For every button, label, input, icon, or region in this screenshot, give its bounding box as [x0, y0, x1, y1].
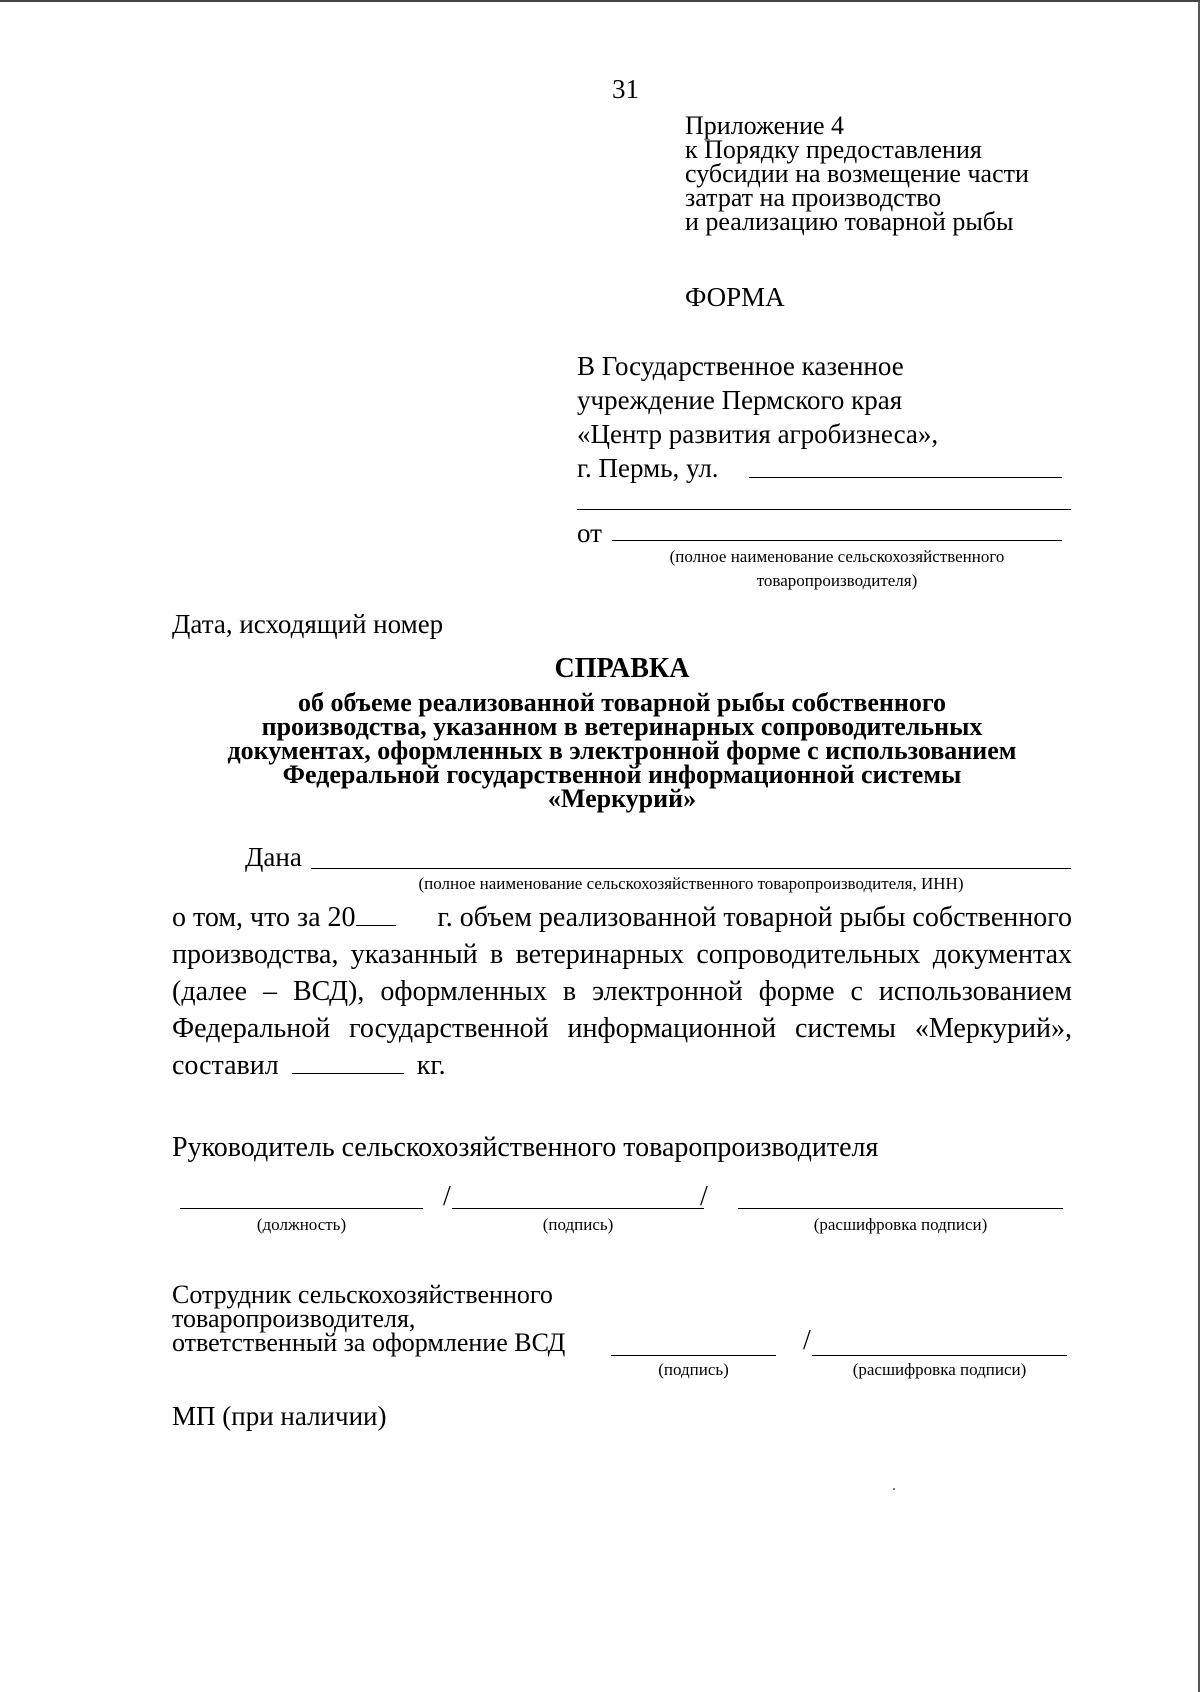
employee-signature-blank-line [611, 1355, 776, 1356]
given-blank-line [311, 868, 1071, 869]
year-blank [356, 903, 396, 926]
body-line-2: производства, указанный в ветеринарных сопроводительных документах [172, 939, 1072, 970]
caption-position: (должность) [256, 1215, 347, 1234]
given-label: Дана [245, 842, 302, 872]
from-blank-line [612, 540, 1062, 541]
appendix-line: субсидии на возмещение части [685, 159, 1029, 188]
appendix-line: и реализацию товарной рыбы [685, 207, 1014, 236]
body-text: г. объем реализованной товарной рыбы собственного [437, 902, 1072, 933]
appendix-line: к Порядку предоставления [685, 135, 982, 164]
body-text: составил [172, 1050, 279, 1081]
employee-line: ответственный за оформление ВСД [172, 1328, 566, 1357]
subtitle-line: производства, указанном в ветеринарных сопроводительных [261, 712, 983, 741]
slash: / [700, 1181, 708, 1212]
body-line-4: Федеральной государственной информационной системы «Меркурий», [172, 1013, 1072, 1044]
form-label: ФОРМА [685, 282, 785, 312]
body-text: о том, что за 20 [172, 902, 356, 933]
decoding-blank-line [738, 1208, 1063, 1209]
subtitle-line: документах, оформленных в электронной форме с использованием [227, 736, 1017, 765]
caption-signature: (подпись) [542, 1215, 614, 1234]
caption-decoding: (расшифровка подписи) [852, 1360, 1027, 1379]
appendix-line: затрат на производство [685, 183, 942, 212]
from-label: от [577, 518, 602, 548]
stamp-label: МП (при наличии) [172, 1401, 387, 1431]
from-caption: (полное наименование сельскохозяйственного [669, 547, 1005, 566]
body-line-5 [172, 1049, 446, 1083]
body-line-3: (далее – ВСД), оформленных в электронной форме с использованием [172, 976, 1072, 1007]
caption-signature: (подпись) [658, 1360, 729, 1379]
slash: / [803, 1325, 811, 1356]
from-caption: товаропроизводителя) [756, 571, 918, 590]
amount-blank [292, 1051, 404, 1074]
subtitle-line: «Меркурий» [547, 784, 697, 813]
addressee-street-label: г. Пермь, ул. [577, 453, 719, 483]
date-number-label: Дата, исходящий номер [172, 609, 444, 639]
subtitle-line: об объеме реализованной товарной рыбы собственного [297, 688, 947, 717]
document-title: СПРАВКА [554, 653, 690, 684]
address-blank-line [577, 509, 1071, 510]
employee-line: товаропроизводителя, [172, 1304, 416, 1333]
position-blank-line [180, 1208, 423, 1209]
slash: / [443, 1181, 451, 1212]
addressee-line: учреждение Пермского края [577, 385, 903, 415]
body-line-1 [172, 901, 1072, 935]
employee-decoding-blank-line [812, 1355, 1067, 1356]
appendix-line: Приложение 4 [685, 111, 845, 140]
employee-line: Сотрудник сельскохозяйственного [172, 1280, 553, 1309]
subtitle-line: Федеральной государственной информационной системы [282, 760, 962, 789]
addressee-line: «Центр развития агробизнеса», [577, 419, 939, 449]
street-blank-line [749, 477, 1062, 478]
page-number: 31 [612, 74, 639, 104]
given-caption: (полное наименование сельскохозяйственного товаропроизводителя, ИНН) [418, 874, 964, 893]
head-signature-label: Руководитель сельскохозяйственного товаропроизводителя [172, 1132, 879, 1163]
addressee-line: В Государственное казенное [577, 351, 904, 381]
body-text: кг. [416, 1050, 446, 1081]
scan-speck [893, 1488, 895, 1490]
signature-blank-line [452, 1208, 704, 1209]
caption-decoding: (расшифровка подписи) [813, 1215, 988, 1234]
